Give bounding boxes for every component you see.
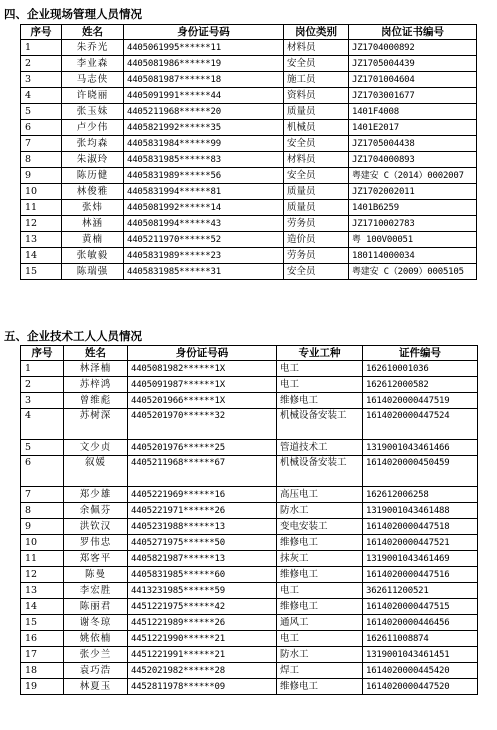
table-row xyxy=(21,583,478,599)
row-name: 李业森 xyxy=(62,56,124,72)
row-category: 防水工 xyxy=(277,503,363,519)
row-category: 防水工 xyxy=(277,647,363,663)
row-name: 洪钦汉 xyxy=(64,519,128,535)
table-row xyxy=(21,120,477,136)
row-seq: 18 xyxy=(21,663,64,679)
row-cert-number: 粤 100V00051 xyxy=(349,232,477,248)
row-name: 郑客平 xyxy=(64,551,128,567)
row-name: 林夏玉 xyxy=(64,679,128,695)
table-row xyxy=(21,200,477,216)
row-name: 朱乔光 xyxy=(62,40,124,56)
row-category: 抹灰工 xyxy=(277,551,363,567)
table-row xyxy=(21,615,478,631)
row-id-number: 4405831994******81 xyxy=(124,184,284,200)
table-row xyxy=(21,409,478,440)
row-seq: 2 xyxy=(21,377,64,393)
section4-title: 四、企业现场管理人员情况 xyxy=(4,7,142,21)
row-id-number: 4413231985******59 xyxy=(128,583,277,599)
row-seq: 6 xyxy=(21,120,62,136)
row-name: 张玉妹 xyxy=(62,104,124,120)
row-category: 劳务员 xyxy=(284,216,349,232)
row-seq: 14 xyxy=(21,599,64,615)
row-name: 朱淑玲 xyxy=(62,152,124,168)
row-cert-number: 162612000582 xyxy=(363,377,478,393)
header-id: 身份证号码 xyxy=(124,25,284,40)
row-cert-number: 1614020000447518 xyxy=(363,519,478,535)
header-cert: 岗位证书编号 xyxy=(349,25,477,40)
table-row xyxy=(21,535,478,551)
row-id-number: 4405211968******67 xyxy=(128,456,277,487)
row-id-number: 4405831985******83 xyxy=(124,152,284,168)
row-category: 高压电工 xyxy=(277,487,363,503)
row-category: 安全员 xyxy=(284,168,349,184)
row-seq: 8 xyxy=(21,152,62,168)
table-row xyxy=(21,503,478,519)
table-row xyxy=(21,88,477,104)
row-name: 袁巧浩 xyxy=(64,663,128,679)
row-seq: 13 xyxy=(21,583,64,599)
row-cert-number: 1614020000447519 xyxy=(363,393,478,409)
row-cert-number: 粤建安 C（2014）0002007 xyxy=(349,168,477,184)
row-seq: 8 xyxy=(21,503,64,519)
row-id-number: 4405081992******14 xyxy=(124,200,284,216)
row-cert-number: JZ1703001677 xyxy=(349,88,477,104)
table-row xyxy=(21,168,477,184)
row-cert-number: 162610001036 xyxy=(363,361,478,377)
row-id-number: 4405221971******26 xyxy=(128,503,277,519)
row-id-number: 4405271975******50 xyxy=(128,535,277,551)
row-category: 机械设备安装工 xyxy=(277,409,363,440)
header-seq: 序号 xyxy=(21,346,64,361)
row-seq: 4 xyxy=(21,409,64,440)
row-id-number: 4405201970******32 xyxy=(128,409,277,440)
row-cert-number: 1614020000447520 xyxy=(363,679,478,695)
row-seq: 2 xyxy=(21,56,62,72)
row-id-number: 4405081994******43 xyxy=(124,216,284,232)
row-seq: 16 xyxy=(21,631,64,647)
row-cert-number: 1401F4008 xyxy=(349,104,477,120)
header-id: 身份证号码 xyxy=(128,346,277,361)
header-trade: 专业工种 xyxy=(277,346,363,361)
row-category: 维修电工 xyxy=(277,535,363,551)
row-name: 姚依楠 xyxy=(64,631,128,647)
row-id-number: 4405831989******23 xyxy=(124,248,284,264)
row-id-number: 4452021982******28 xyxy=(128,663,277,679)
table-row xyxy=(21,40,477,56)
row-id-number: 4405821987******13 xyxy=(128,551,277,567)
row-cert-number: 1319001043461466 xyxy=(363,440,478,456)
row-id-number: 4405211970******52 xyxy=(124,232,284,248)
row-category: 电工 xyxy=(277,377,363,393)
section5-title: 五、企业技术工人人员情况 xyxy=(4,329,142,343)
row-cert-number: 1614020000447521 xyxy=(363,535,478,551)
row-cert-number: JZ1710002783 xyxy=(349,216,477,232)
row-seq: 4 xyxy=(21,88,62,104)
row-seq: 10 xyxy=(21,535,64,551)
row-cert-number: 1401B6259 xyxy=(349,200,477,216)
table-row xyxy=(21,136,477,152)
row-cert-number: 162612006258 xyxy=(363,487,478,503)
table-row xyxy=(21,440,478,456)
table-row xyxy=(21,456,478,487)
table-row xyxy=(21,264,477,280)
row-id-number: 4405201966******1X xyxy=(128,393,277,409)
table-row xyxy=(21,631,478,647)
row-category: 质量员 xyxy=(284,200,349,216)
row-name: 张均森 xyxy=(62,136,124,152)
table-row xyxy=(21,519,478,535)
row-id-number: 4405831984******99 xyxy=(124,136,284,152)
row-category: 管道技术工 xyxy=(277,440,363,456)
row-seq: 5 xyxy=(21,104,62,120)
row-name: 文少贞 xyxy=(64,440,128,456)
table-row xyxy=(21,216,477,232)
table-row xyxy=(21,679,478,695)
row-name: 陈曼 xyxy=(64,567,128,583)
row-category: 电工 xyxy=(277,361,363,377)
row-name: 林俊雅 xyxy=(62,184,124,200)
row-category: 安全员 xyxy=(284,56,349,72)
row-category: 通风工 xyxy=(277,615,363,631)
row-id-number: 4405091991******44 xyxy=(124,88,284,104)
row-cert-number: JZ1704000892 xyxy=(349,40,477,56)
row-category: 焊工 xyxy=(277,663,363,679)
header-name: 姓名 xyxy=(62,25,124,40)
row-id-number: 4405081986******19 xyxy=(124,56,284,72)
table-row xyxy=(21,663,478,679)
table-row xyxy=(21,152,477,168)
row-id-number: 4451221991******21 xyxy=(128,647,277,663)
row-category: 材料员 xyxy=(284,40,349,56)
row-name: 陈历健 xyxy=(62,168,124,184)
row-cert-number: JZ1704000893 xyxy=(349,152,477,168)
row-seq: 13 xyxy=(21,232,62,248)
row-id-number: 4405201976******25 xyxy=(128,440,277,456)
row-cert-number: JZ1701004604 xyxy=(349,72,477,88)
row-name: 张少兰 xyxy=(64,647,128,663)
row-cert-number: 1319001043461469 xyxy=(363,551,478,567)
table-row xyxy=(21,104,477,120)
row-seq: 15 xyxy=(21,264,62,280)
row-category: 施工员 xyxy=(284,72,349,88)
row-seq: 19 xyxy=(21,679,64,695)
row-category: 维修电工 xyxy=(277,567,363,583)
table-header-row xyxy=(21,25,477,40)
row-seq: 1 xyxy=(21,361,64,377)
row-seq: 7 xyxy=(21,487,64,503)
row-name: 余佩芬 xyxy=(64,503,128,519)
row-category: 机械设备安装工 xyxy=(277,456,363,487)
row-name: 李宏胜 xyxy=(64,583,128,599)
row-name: 林泽楠 xyxy=(64,361,128,377)
row-category: 电工 xyxy=(277,631,363,647)
row-id-number: 4405211968******20 xyxy=(124,104,284,120)
row-name: 罗伟忠 xyxy=(64,535,128,551)
row-id-number: 4405821992******35 xyxy=(124,120,284,136)
row-cert-number: 1614020000447515 xyxy=(363,599,478,615)
table-row xyxy=(21,56,477,72)
table-row xyxy=(21,248,477,264)
row-name: 张敏毅 xyxy=(62,248,124,264)
table-row xyxy=(21,551,478,567)
row-cert-number: JZ1705004438 xyxy=(349,136,477,152)
table-row xyxy=(21,377,478,393)
row-name: 叙媛 xyxy=(64,456,128,487)
row-name: 苏梓鸿 xyxy=(64,377,128,393)
row-seq: 10 xyxy=(21,184,62,200)
row-cert-number: 1614020000446456 xyxy=(363,615,478,631)
row-seq: 11 xyxy=(21,200,62,216)
row-seq: 11 xyxy=(21,551,64,567)
row-id-number: 4452811978******09 xyxy=(128,679,277,695)
row-category: 电工 xyxy=(277,583,363,599)
row-cert-number: 1319001043461488 xyxy=(363,503,478,519)
row-seq: 3 xyxy=(21,393,64,409)
row-category: 材料员 xyxy=(284,152,349,168)
row-name: 曾维彪 xyxy=(64,393,128,409)
row-seq: 6 xyxy=(21,456,64,487)
row-category: 维修电工 xyxy=(277,599,363,615)
table-row xyxy=(21,487,478,503)
table-row xyxy=(21,232,477,248)
row-cert-number: 1614020000447524 xyxy=(363,409,478,440)
row-cert-number: 1319001043461451 xyxy=(363,647,478,663)
row-id-number: 4405061995******11 xyxy=(124,40,284,56)
row-id-number: 4405221969******16 xyxy=(128,487,277,503)
row-seq: 9 xyxy=(21,519,64,535)
row-seq: 15 xyxy=(21,615,64,631)
management-staff-table xyxy=(20,24,477,280)
row-id-number: 4405231988******13 xyxy=(128,519,277,535)
row-name: 陈丽君 xyxy=(64,599,128,615)
row-cert-number: 362611200521 xyxy=(363,583,478,599)
row-category: 机械员 xyxy=(284,120,349,136)
row-id-number: 4405091987******1X xyxy=(128,377,277,393)
table-row xyxy=(21,599,478,615)
table-row xyxy=(21,72,477,88)
row-name: 卢少伟 xyxy=(62,120,124,136)
row-seq: 1 xyxy=(21,40,62,56)
table-row xyxy=(21,184,477,200)
row-category: 质量员 xyxy=(284,104,349,120)
row-category: 资料员 xyxy=(284,88,349,104)
row-seq: 12 xyxy=(21,567,64,583)
header-cert: 证件编号 xyxy=(363,346,478,361)
row-id-number: 4405081987******18 xyxy=(124,72,284,88)
row-category: 安全员 xyxy=(284,264,349,280)
row-id-number: 4405831989******56 xyxy=(124,168,284,184)
row-category: 质量员 xyxy=(284,184,349,200)
row-id-number: 4405831985******60 xyxy=(128,567,277,583)
row-id-number: 4451221990******21 xyxy=(128,631,277,647)
row-name: 张炜 xyxy=(62,200,124,216)
row-id-number: 4405831985******31 xyxy=(124,264,284,280)
row-id-number: 4451221975******42 xyxy=(128,599,277,615)
table-row xyxy=(21,567,478,583)
row-id-number: 4405081982******1X xyxy=(128,361,277,377)
header-seq: 序号 xyxy=(21,25,62,40)
row-cert-number: 1614020000445420 xyxy=(363,663,478,679)
row-name: 林涵 xyxy=(62,216,124,232)
row-name: 许晓丽 xyxy=(62,88,124,104)
row-category: 变电安装工 xyxy=(277,519,363,535)
row-cert-number: 180114000034 xyxy=(349,248,477,264)
row-category: 造价员 xyxy=(284,232,349,248)
row-name: 陈瑞强 xyxy=(62,264,124,280)
row-seq: 7 xyxy=(21,136,62,152)
row-cert-number: JZ1702002011 xyxy=(349,184,477,200)
row-cert-number: 1401E2017 xyxy=(349,120,477,136)
row-category: 劳务员 xyxy=(284,248,349,264)
row-cert-number: 162611008874 xyxy=(363,631,478,647)
row-seq: 5 xyxy=(21,440,64,456)
row-seq: 14 xyxy=(21,248,62,264)
row-seq: 3 xyxy=(21,72,62,88)
row-name: 苏树深 xyxy=(64,409,128,440)
row-name: 马志侠 xyxy=(62,72,124,88)
row-category: 安全员 xyxy=(284,136,349,152)
row-seq: 12 xyxy=(21,216,62,232)
row-name: 郑少雄 xyxy=(64,487,128,503)
row-name: 黄楠 xyxy=(62,232,124,248)
table-header-row xyxy=(21,346,478,361)
row-cert-number: 粤建安 C（2009）0005105 xyxy=(349,264,477,280)
row-cert-number: 1614020000447516 xyxy=(363,567,478,583)
row-name: 谢冬琼 xyxy=(64,615,128,631)
row-category: 维修电工 xyxy=(277,393,363,409)
row-category: 维修电工 xyxy=(277,679,363,695)
row-id-number: 4451221989******26 xyxy=(128,615,277,631)
table-row xyxy=(21,361,478,377)
technical-workers-table xyxy=(20,345,478,695)
row-cert-number: 1614020000450459 xyxy=(363,456,478,487)
header-position: 岗位类别 xyxy=(284,25,349,40)
row-cert-number: JZ1705004439 xyxy=(349,56,477,72)
row-seq: 9 xyxy=(21,168,62,184)
table-row xyxy=(21,647,478,663)
header-name: 姓名 xyxy=(64,346,128,361)
row-seq: 17 xyxy=(21,647,64,663)
table-row xyxy=(21,393,478,409)
